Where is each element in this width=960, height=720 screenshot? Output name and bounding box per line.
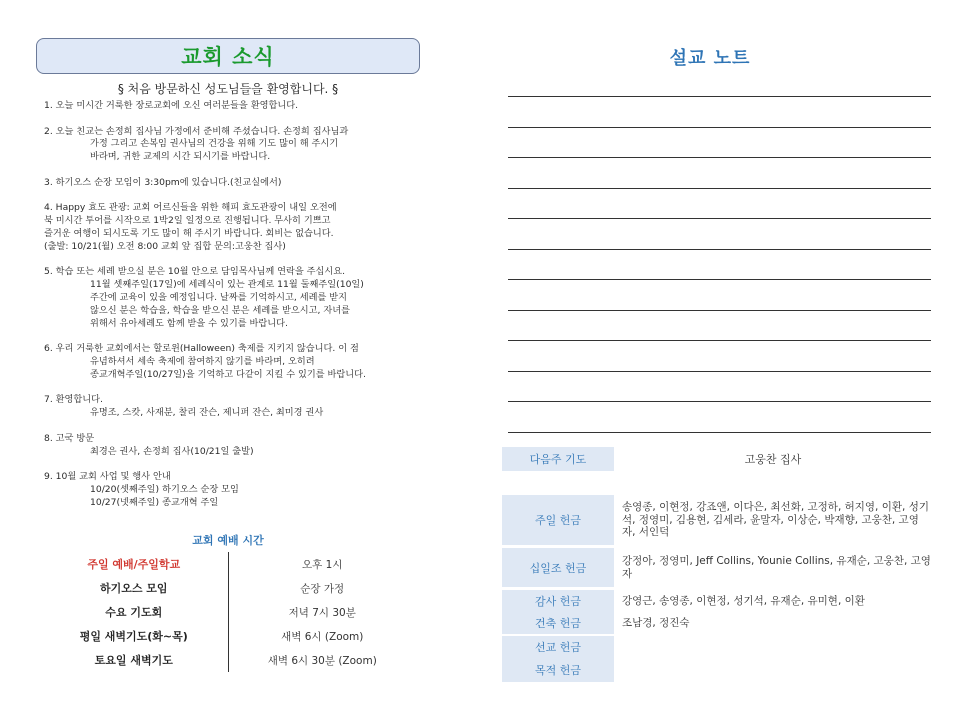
church-news-title: 교회 소식 — [181, 45, 275, 69]
note-line — [508, 157, 931, 158]
offering-names: 송영종, 이현정, 강죠앤, 이다은, 최선화, 고정하, 허지영, 이환, 성기석, 정영미, 김용현, 김세라, 윤말자, 이상순, 박재향, 고웅찬, 고영자, 서인덕 — [622, 501, 929, 539]
offering-label: 선교 헌금 — [502, 636, 614, 658]
worship-time: 오후 1시 — [302, 558, 343, 571]
news-item — [44, 471, 436, 509]
news-item — [44, 177, 436, 190]
news-item — [44, 266, 436, 330]
sermon-notes-title: 설교 노트 — [669, 48, 751, 69]
news-line: 5. 학습 또는 세례 받으실 분은 10월 안으로 담임목사님께 연락을 주십시요. — [44, 266, 346, 278]
note-line — [508, 401, 931, 402]
offering-label: 건축 헌금 — [502, 612, 614, 634]
news-item — [44, 343, 436, 381]
news-item — [44, 433, 436, 459]
worship-time: 새벽 6시 30분 (Zoom) — [267, 654, 377, 667]
news-line: 즐거운 여행이 되시도록 기도 많이 해 주시기 바랍니다. 회비는 없습니다. — [44, 227, 334, 239]
news-line: 2. 오늘 친교는 손정희 집사님 가정에서 준비해 주셨습니다. 손정희 집사님과 — [44, 125, 349, 137]
worship-name: 수요 기도회 — [40, 600, 228, 624]
offering-names — [622, 636, 932, 658]
news-indented-line: 않으신 분은 학습을, 학습을 받으신 분은 세례를 받으시고, 자녀를 — [90, 304, 350, 316]
news-line: 8. 고국 방문 — [44, 432, 95, 444]
news-indented-line: 위해서 유아세례도 함께 받을 수 있기를 바랍니다. — [90, 317, 288, 329]
note-line — [508, 279, 931, 280]
worship-time-row — [40, 648, 416, 672]
worship-name: 토요일 새벽기도 — [40, 648, 228, 672]
news-line: (출발: 10/21(월) 오전 8:00 교회 앞 집합 문의:고웅찬 집사) — [44, 240, 286, 252]
next-week-prayer-name: 고웅찬 집사 — [744, 453, 802, 466]
note-line — [508, 249, 931, 250]
news-item — [44, 202, 436, 253]
news-indented-line: 주간에 교육이 있을 예정입니다. 날짜를 기억하시고, 세례를 받지 — [90, 291, 348, 303]
worship-time-row — [40, 552, 416, 576]
offering-label: 십일조 헌금 — [502, 548, 614, 587]
worship-time: 새벽 6시 (Zoom) — [281, 630, 364, 643]
worship-times-table — [40, 552, 416, 672]
worship-time-row — [40, 576, 416, 600]
note-line — [508, 96, 931, 97]
news-indented-line: 최경은 권사, 손정희 집사(10/21일 출발) — [90, 445, 254, 457]
offering-names: 강영근, 송영종, 이현정, 성기석, 유재순, 유미현, 이환 — [622, 594, 865, 607]
news-line: 7. 환영합니다. — [44, 394, 103, 406]
note-line — [508, 188, 931, 189]
note-line — [508, 340, 931, 341]
news-item — [44, 394, 436, 420]
news-line: 6. 우리 거룩한 교회에서는 할로윈(Halloween) 축제를 지키지 않습니다. 이 점 — [44, 343, 359, 355]
news-indented-line: 10/27(넷째주일) 종교개혁 주일 — [90, 496, 219, 508]
offering-label: 감사 헌금 — [502, 590, 614, 612]
news-indented-line: 종교개혁주일(10/27일)을 기억하고 다같이 지킬 수 있기를 바랍니다. — [90, 368, 366, 380]
worship-times-title: 교회 예배 시간 — [192, 534, 264, 547]
news-list — [44, 100, 436, 522]
news-line: 4. Happy 효도 관광: 교회 어르신들을 위한 해피 효도관광이 내일 오전에 — [44, 202, 337, 214]
news-line: 1. 오늘 미시간 거룩한 장로교회에 오신 여러분들을 환영합니다. — [44, 100, 299, 111]
news-indented-line: 11월 셋째주일(17일)에 세례식이 있는 관계로 11월 둘째주일(10일) — [90, 279, 364, 291]
offering-names: 강정아, 정영미, Jeff Collins, Younie Collins, 유재순, 고웅찬, 고영자 — [622, 555, 931, 580]
next-week-prayer-label: 다음주 기도 — [502, 447, 614, 471]
welcome-message: § 처음 방문하신 성도님들을 환영합니다. § — [117, 82, 339, 96]
worship-name: 하기오스 모임 — [40, 576, 228, 600]
worship-name: 평일 새벽기도(화~목) — [40, 624, 228, 648]
news-indented-line: 바라며, 귀한 교제의 시간 되시기를 바랍니다. — [90, 151, 271, 163]
worship-time-row — [40, 624, 416, 648]
worship-time-row — [40, 600, 416, 624]
worship-time: 저녁 7시 30분 — [288, 606, 356, 619]
note-line — [508, 371, 931, 372]
news-item — [44, 100, 436, 113]
offering-label: 주일 헌금 — [502, 495, 614, 545]
note-line — [508, 432, 931, 433]
news-line: 북 미시간 투어를 시작으로 1박2일 일정으로 진행됩니다. 무사히 기쁘고 — [44, 215, 331, 227]
news-line: 9. 10월 교회 사업 및 행사 안내 — [44, 471, 171, 483]
news-indented-line: 유념하셔서 세속 축제에 참여하지 않기를 바라며, 오히려 — [90, 355, 315, 367]
offering-names: 조남경, 정진숙 — [622, 616, 690, 629]
news-indented-line: 가정 그리고 손복임 권사님의 건강을 위해 기도 많이 해 주시기 — [90, 138, 339, 150]
worship-name: 주일 예배/주일학교 — [40, 552, 228, 576]
note-line — [508, 218, 931, 219]
news-indented-line: 유명조, 스캇, 사재분, 찰리 잔슨, 제니퍼 잔슨, 최미경 권사 — [90, 407, 324, 419]
note-line — [508, 127, 931, 128]
note-line — [508, 310, 931, 311]
news-line: 3. 하기오스 순장 모임이 3:30pm에 있습니다.(친교실에서) — [44, 176, 282, 188]
news-item — [44, 126, 436, 164]
worship-time: 순장 가정 — [300, 582, 345, 595]
news-indented-line: 10/20(셋째주일) 하기오스 순장 모임 — [90, 483, 239, 495]
offering-label: 목적 헌금 — [502, 658, 614, 682]
church-news-title-box — [36, 38, 420, 74]
offering-names — [622, 658, 932, 682]
